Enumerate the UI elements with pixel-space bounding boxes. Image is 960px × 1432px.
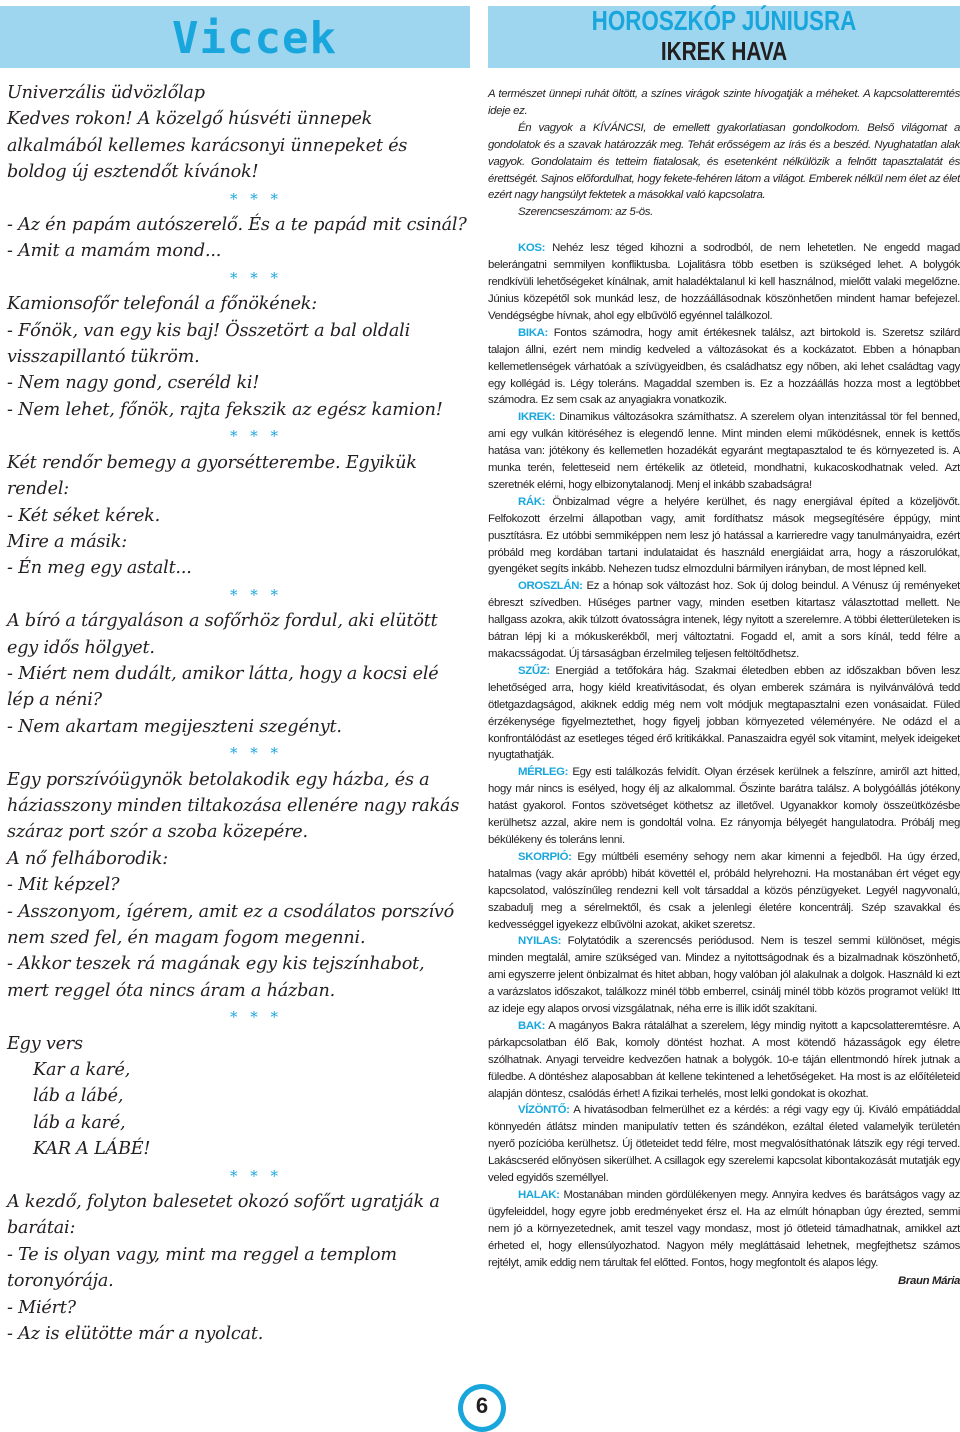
separator: * * * [229, 427, 283, 446]
sign-paragraph [488, 1187, 960, 1272]
separator: * * * [229, 1008, 283, 1027]
sign-name: MÉRLEG: [518, 766, 569, 779]
spacer [488, 221, 960, 240]
intro-text-2: Én vagyok a KÍVÁNCSI, de emellett gyakorlatiasan gondolkodom. Belső világomat a gondolatok és a szavak határozzák meg. Tehát erősségem az írás és a beszéd. Nyughatatlan alak vagyok. Gondolataim és tetteim fiatalosak, és esetenként nélkülözik a felnőtt tapasztalatát és érettségét. Sajnos előfordulhat, hogy fekete-fehéren látom a világot. Emberek nélkül nem élet az élet ezért nagy hangsúlyt fektetek a másokkal való kapcsolatra. [488, 121, 960, 202]
joke-line: - Nem akartam megijeszteni szegényt. [7, 716, 342, 737]
joke-line: - Nem nagy gond, cseréld ki! [7, 373, 260, 394]
sign-text: Mostanában minden gördülékenyen megy. Annyira kedves és barátságos vagy az ügyfeleiddel, hogy egyre jobb eredményeket érsz el. Ha az elmúlt hónapban úgy érezted, semmi nem jó a környezetednek, amit teszel vagy mondasz, most jó ötleteid támadhatnak, amikkel azt érheted el, hogy ellensúlyozhatod. Nagyon mély megláttásaid lehetnek, megfejthetsz számos rejtélyt, amik eddig nem tárultak fel előtted. Fontos, hogy megfontolt és alapos légy. [488, 1189, 960, 1269]
page-title: Viccek [172, 13, 337, 64]
poem-line: Kar a karé, [33, 1060, 131, 1081]
joke-line: Kamionsofőr telefonál a főnökének: [7, 294, 317, 315]
horoscope-subtitle: IKREK HAVA [660, 36, 788, 66]
sign-paragraph [488, 663, 960, 764]
joke-line: - Asszonyom, ígérem, amit ez a csodálatos porszívó nem szed fel, én magam fogom megenni. [7, 901, 455, 948]
intro-text: A természet ünnepi ruhát öltött, a színes virágok szinte hívogatják a méheket. A kapcsolatteremtés ideje ez. [488, 88, 960, 117]
separator: * * * [229, 585, 283, 604]
sign-paragraph [488, 933, 960, 1018]
sign-text: Folytatódik a szerencsés periódusod. Nem is teszel semmi különöset, mégis minden megtalál, amire szükséged van. Mindez a nyitottságodnak és a bizalmadnak köszönhető, ami egyszerre jelent önbizalmat és hitet abban, hogy valóban jól alakulnak a dolgok. Használd ki ezt a varázslatos időszakot, találkozz minél több emberrel, csinálj minél több közös programot velük! Itt az ideje egy alapos orvosi vizsgálatnak, néha erre is illik időt szakítani. [488, 935, 960, 1016]
sign-text: Ez a hónap sok változást hoz. Sok új dolog beindul. A Vénusz új reményeket ébreszt szívedben. Hűséges partner vagy, minden esetben kitartasz választottad mellett. Ne hallgass azokra, akik túlzott óvatosságra intenek, légy nyitott a szerelemre. A többi életterületeken is bátran lépj ki a mókuskerékből, merj változtatni. Fogadd el, amit a sors kínál, tedd félre a makacsságodat. Új társaságban érzelmileg teljesen feltöltődhetsz. [488, 580, 960, 660]
poem-line: KAR A LÁBÉ! [33, 1139, 151, 1160]
sign-name: BIKA: [518, 326, 548, 339]
page-number: 6 [475, 1393, 489, 1418]
joke-line: - Én meg egy astalt... [7, 558, 192, 579]
joke-line: - Az is elütötte már a nyolcat. [7, 1324, 264, 1345]
sign-paragraph [488, 1102, 960, 1187]
sign-name: SKORPIÓ: [518, 850, 572, 863]
joke-line: A kezdő, folyton balesetet okozó sofőrt ugratják a barátai: [7, 1192, 440, 1239]
sign-text: Energiád a tetőfokára hág. Szakmai életedben ebben az időszakban bőven lesz lehetőséged arra, hogy kiéld kreativitásodat, és olyan emberek számára is nyilvánválóvá tedd ötletgazdagságod, akiknek eddig még nem volt módjuk megtapasztalni ezen vonásaidat. Füled érzékenysége figyelmeztethet, hogy figyelj jobban környezeted véleményére. Ne odázd el a konfrontálódást az esetleges téged érő kritikákkal. Panaszaidra egyél sok vitamint, melyek ideigeket nyugtathatják. [488, 664, 960, 762]
joke-line: - Az én papám autószerelő. És a te papád mit csinál? [7, 215, 467, 236]
sign-name: BAK: [518, 1019, 546, 1032]
sign-text: Fontos számodra, hogy amit értékesnek találsz, azt birtokold is. Szeretsz szilárd talajon állni, ezért nem mindig kedveled a változásokat és a kockázatot. Ebben a hónapban kellemetlenségek várhatóak a szívügyeidben, és családhatsz egy nőben, aki lehet családtag vagy egy kollégád is. Légy toleráns. Magaddal szemben is. Ez a hozzáállás hozza most a legtöbbet számodra. Ez sem csak az anyagiakra vonatkozik. [488, 326, 960, 407]
page-number-badge [458, 1384, 506, 1432]
joke-line: - Te is olyan vagy, mint ma reggel a templom toronyórája. [7, 1244, 397, 1292]
joke-line: Egy porszívóügynök betolakodik egy házba, és a háziasszony minden tiltakozása ellenére nagy rakás száraz port szór a szoba közepére. [7, 769, 460, 843]
sign-text: Nehéz lesz téged kihozni a sodrodból, de nem lehetetlen. Ne engedd magad belerángatni semmilyen konfliktusba. Lojalitásra több esetben is szükséged lehet. A bolygók rendkívüli lehetőségeket kínálnak, amit haladéktalanul ki kell használnod, mielőtt valaki megelőzne. Június közepétől sok munkád lesz, de hozzáállásodnak köszönhetően mindent hamar befejezel. Vendégségbe hívnak, ahol egy elbűvölő egyénnel találkozol. [488, 242, 960, 322]
sign-paragraph [488, 578, 960, 663]
joke-line: Univerzális üdvözlőlap [7, 83, 205, 103]
poem-line: láb a lábé, [33, 1086, 124, 1107]
joke-line: A bíró a tárgyaláson a sofőrhöz fordul, aki elütött egy idős hölgyet. [7, 611, 438, 658]
joke-line: - Nem lehet, főnök, rajta fekszik az egész kamion! [7, 399, 443, 420]
horoscope-column [488, 86, 960, 1289]
lucky-number: Szerencseszámom: az 5-ös. [518, 206, 653, 219]
joke-line: - Amit a mamám mond... [7, 241, 222, 262]
sign-name: IKREK: [518, 411, 556, 424]
joke-line: A nő felháborodik: [7, 848, 168, 869]
joke-line: Két rendőr bemegy a gyorsétterembe. Egyikük rendel: [7, 452, 417, 500]
sign-text: Egy esti találkozás felvidít. Olyan érzések kerülnek a felszínre, amiről azt hitted, hogy már nincs is esélyed, hogy élj az alkalommal. Őszinte barátra találsz. A bolygóállás jótékony hatást gyakorol. Fontos szövetséget köthetsz az illetővel. Ugyanakkor komoly összeütközésbe kerülhetsz azzal, akire nem is gondoltál volna. Ez rányomja bélyegét hangulatodra. Próbálj meg békülékeny és toleráns lenni. [488, 766, 960, 846]
sign-paragraph [488, 849, 960, 934]
sign-text: A magányos Bakra rátalálhat a szerelem, légy mindig nyitott a kapcsolatteremtésre. A párkapcsolatban élő Bak, komoly döntést hozhat. A most kötendő házasságok egy életre szólhatnak. Anyagi terveidre kedvezően hatnak a bolygók. 10-e táján ellentmondó hírek jutnak a füledbe. A döntéshez alaposabban át kellene tekintened a lehetőségeket. Ha most is az előítéleteid alapján döntesz, csalódás érhet! A fizikai terhelés, most lelki gondokat is okozhat. [488, 1019, 960, 1100]
poem-line: láb a karé, [33, 1112, 126, 1133]
sign-text: Dinamikus változásokra számíthatsz. A szerelem olyan intenzitással tör fel benned, ami egy vulkán kitöréséhez is elegendő lenne. Mint minden elemi működésnek, ennek is kettős hatása van: jótékony és kellemetlen hozadékát egyaránt megtapasztalod te és környezeted is. A munka terén, feletteseid nem értékelik az ötleteid, mondhatni, kukacoskodhatnak veled. Azt szeretnék elérni, hogy elbizonytalanodj. Menj el inkább szabadságra! [488, 411, 960, 491]
sign-name: RÁK: [518, 495, 546, 508]
sign-text: A hivatásodban felmerülhet ez a kérdés: a régi vagy egy új. Kiváló empátiáddal könnyedén átlátsz minden manipulatív tetten és szándékon, ezáltal életed valamelyik területén nyerő pozícióba kerülhetsz. Új ötleteidet tedd félre, most megvalósíthatónak látszik egy régi terved. Lakáscseréd előnyösen sikerülhet. A csillagok egy szerelemi kapcsolat kibontakozását mutatják egy veled egyidős személlyel. [488, 1104, 960, 1185]
separator: * * * [229, 1166, 283, 1185]
joke-line: - Két séket kérek. [7, 505, 161, 526]
joke-line: Mire a másik: [7, 531, 127, 552]
joke-line: - Főnök, van egy kis baj! Összetört a bal oldali visszapillantó tükröm. [7, 320, 411, 368]
sign-name: NYILAS: [518, 935, 562, 948]
joke-line: - Miért nem dudált, amikor látta, hogy a kocsi elé lép a néni? [7, 663, 439, 711]
joke-line: Kedves rokon! A közelgő húsvéti ünnepek alkalmából kellemes karácsonyi ünnepeket és boldog új esztendőt kívánok! [7, 109, 408, 183]
sign-name: HALAK: [518, 1189, 560, 1201]
sign-name: VÍZÖNTŐ: [518, 1104, 570, 1117]
separator: * * * [229, 268, 283, 287]
sign-text: Egy múltbéli esemény sehogy nem akar kimenni a fejedből. Ha úgy érzed, hatalmas (vagy akár apróbb) hibát követtél el, próbáld helyrehozni. Ha mostanában ért véget egy kapcsolatod, valószínűleg rendezni kell volt társaddal a közös pénzügyeket. Legyél nagyvonalú, szabadulj meg a sérelmektől, és csak a jelenlegi életére koncentrálj. Szép szavakkal és kedvességgel igyekezz elbűvölni azokat, akiket szeretsz. [488, 850, 960, 931]
sign-paragraph [488, 240, 960, 325]
sign-name: SZŰZ: [518, 664, 550, 677]
horoscope-title: HOROSZKÓP JÚNIUSRA [591, 5, 857, 36]
sign-paragraph [488, 764, 960, 849]
joke-line: Egy vers [7, 1033, 83, 1054]
sign-paragraph [488, 1018, 960, 1103]
separator: * * * [229, 744, 283, 763]
sign-paragraph [488, 325, 960, 410]
separator: * * * [229, 189, 283, 208]
sign-name: KOS: [518, 242, 546, 255]
jokes-column [7, 80, 469, 1348]
sign-paragraph [488, 409, 960, 494]
sign-paragraph [488, 494, 960, 579]
sign-text: Önbizalmad végre a helyére kerülhet, és nagy energiával építed a közeljövőt. Felfokozott érzelmi állapotban vagy, amit fordíthatsz mások megsegítésére éppúgy, mint pusztításra. Ez utóbbi semmiképpen nem lesz jó hatással a karrieredre vagy tanulmányaidra, ezért próbáld meg kordában tartani indulataidat és használd energiáidat arra, hogy a rászorulókat, gyengéket segíts inkább. Nehezen tudsz elmozdulni bármilyen irányban, de most lépned kell. [488, 495, 960, 576]
sign-name: OROSZLÁN: [518, 580, 583, 593]
author-signature: Braun Mária [898, 1274, 960, 1287]
joke-line: - Akkor teszek rá magának egy kis tejszínhabot, mert reggel óta nincs áram a házban. [7, 954, 425, 1001]
joke-line: - Miért? [7, 1297, 76, 1318]
joke-line: - Mit képzel? [7, 875, 120, 896]
